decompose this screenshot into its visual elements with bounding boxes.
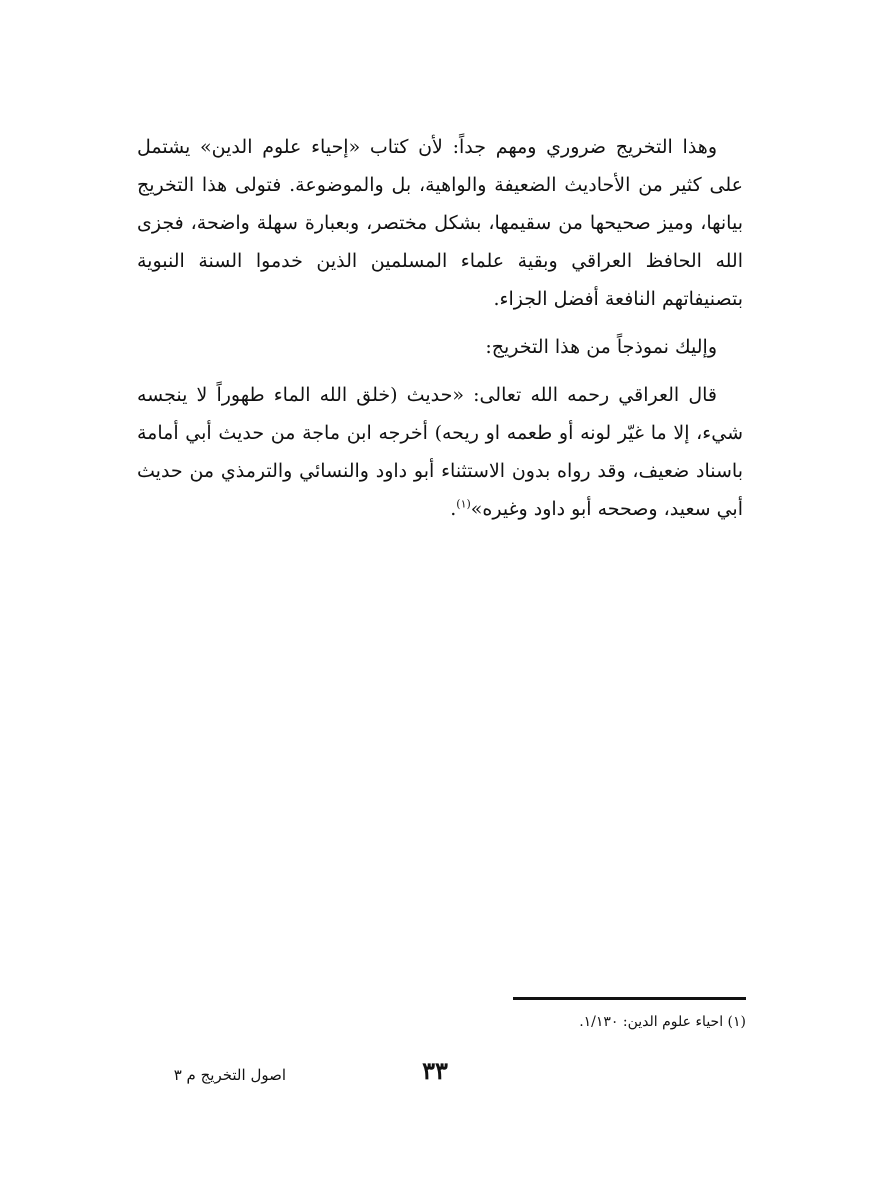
paragraph-example-lead: وإليك نموذجاً من هذا التخريج: — [485, 336, 717, 358]
main-text — [137, 128, 743, 528]
footnote: (١) احياء علوم الدين: ١/١٣٠. — [579, 1014, 746, 1030]
running-footer: اصول التخريج م ٣ — [173, 1066, 286, 1084]
footnote-separator — [513, 997, 746, 1000]
paragraph-quotation — [137, 376, 743, 528]
quotation-text: قال العراقي رحمه الله تعالى: «حديث (خلق الله الماء طهوراً لا ينجسه شيء، إلا ما غيّر لونه أو طعمه او ريحه) أخرجه ابن ماجة من حديث أبي أمامة باسناد ضعيف، وقد رواه بدون الاستثناء أبو داود والنسائي والترمذي من حديث أبي سعيد، وصححه أبو داود وغيره» — [137, 384, 743, 520]
paragraph-intro: وهذا التخريج ضروري ومهم جداً: لأن كتاب «إحياء علوم الدين» يشتمل على كثير من الأحاديث الضعيفة والواهية، بل والموضوعة. فتولى هذا التخريج بيانها، وميز صحيحها من سقيمها، بشكل مختصر، وبعبارة سهلة واضحة، فجزى الله الحافظ العراقي وبقية علماء المسلمين الذين خدموا السنة النبوية بتصنيفاتهم النافعة أفضل الجزاء. — [137, 136, 743, 310]
page-number: ٣٣ — [422, 1056, 448, 1085]
quotation-end: . — [450, 498, 457, 520]
footnote-reference: (١) — [456, 497, 471, 511]
